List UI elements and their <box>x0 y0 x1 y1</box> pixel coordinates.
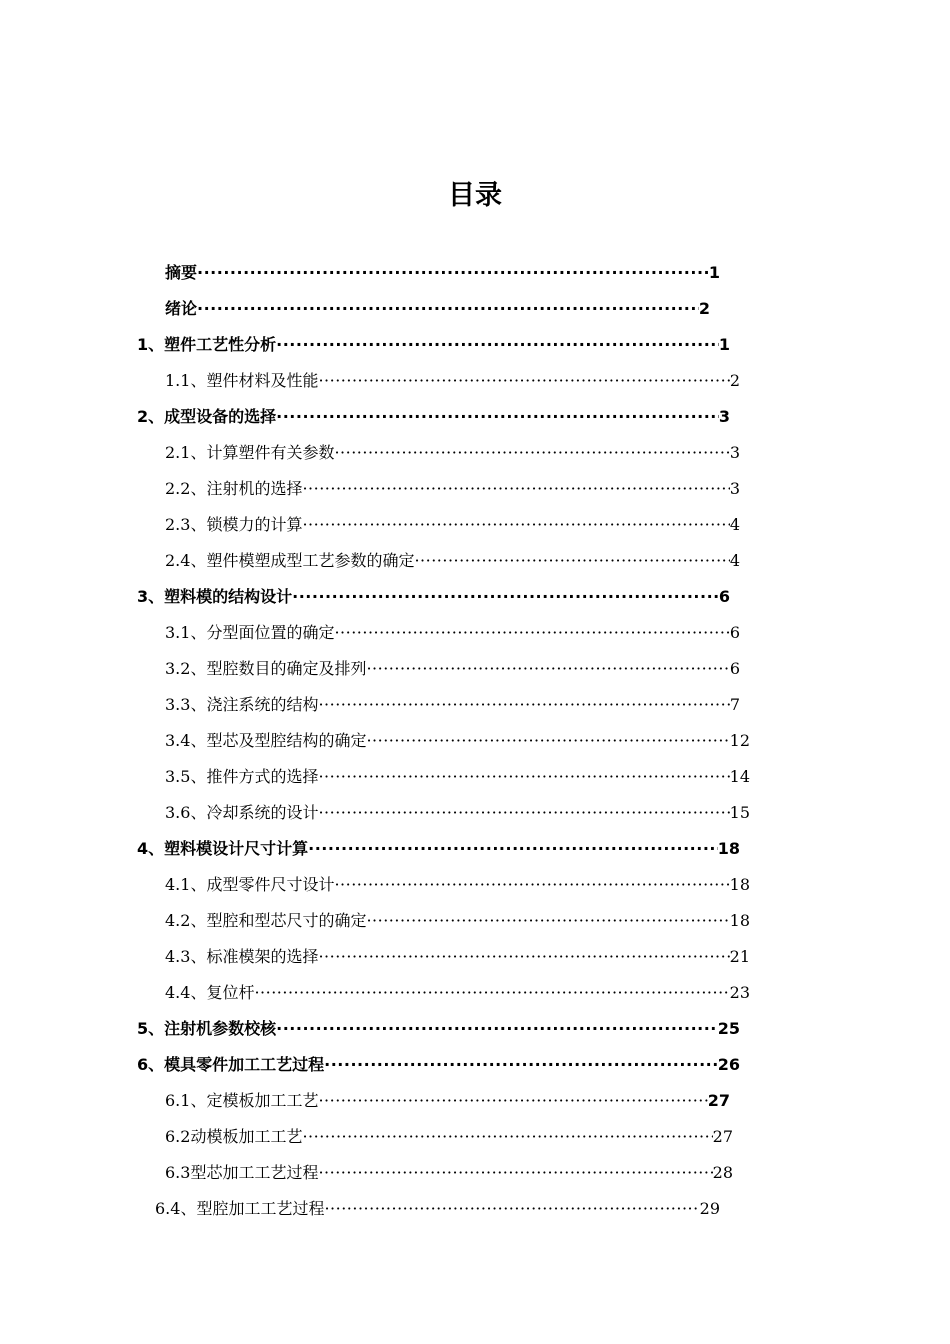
toc-dot-leader <box>324 1196 699 1222</box>
toc-entry-section-3-3[interactable] <box>165 692 740 718</box>
toc-dot-leader <box>302 512 729 538</box>
toc-entry-label: 3.4、型芯及型腔结构的确定 <box>165 731 367 750</box>
toc-entry-label: 1.1、塑件材料及性能 <box>165 371 319 390</box>
toc-entry-section-3[interactable] <box>137 584 730 610</box>
toc-entry-section-4-4[interactable] <box>165 980 750 1006</box>
toc-entry-label: 2、成型设备的选择 <box>137 407 277 426</box>
toc-dot-leader <box>276 1016 718 1042</box>
toc-page-number: 1 <box>718 335 730 354</box>
toc-entry-label: 4.3、标准模架的选择 <box>165 947 319 966</box>
page-title: 目录 <box>448 180 502 211</box>
toc-entry-abstract[interactable] <box>165 260 720 286</box>
toc-page-number: 3 <box>729 443 740 462</box>
toc-entry-section-2[interactable] <box>137 404 730 430</box>
toc-dot-leader <box>308 836 718 862</box>
toc-entry-section-4[interactable] <box>137 836 740 862</box>
toc-dot-leader <box>197 296 699 322</box>
toc-entry-label: 4.4、复位杆 <box>165 983 255 1002</box>
toc-page-number: 29 <box>699 1199 720 1218</box>
toc-dot-leader <box>334 440 729 466</box>
toc-entry-label: 2.3、锁模力的计算 <box>165 515 303 534</box>
toc-entry-section-4-3[interactable] <box>165 944 750 970</box>
toc-dot-leader <box>197 260 709 286</box>
toc-page-number: 18 <box>729 875 750 894</box>
toc-dot-leader <box>318 944 729 970</box>
toc-entry-label: 1、塑件工艺性分析 <box>137 335 277 354</box>
toc-entry-label: 5、注射机参数校核 <box>137 1019 277 1038</box>
toc-dot-leader <box>318 692 729 718</box>
toc-page-number: 25 <box>717 1019 740 1038</box>
toc-entry-label: 3.2、型腔数目的确定及排列 <box>165 659 367 678</box>
toc-entry-label: 3.1、分型面位置的确定 <box>165 623 335 642</box>
toc-entry-section-3-5[interactable] <box>165 764 750 790</box>
toc-page-number: 18 <box>729 911 750 930</box>
toc-entry-section-4-2[interactable] <box>165 908 750 934</box>
toc-entry-section-6[interactable] <box>137 1052 740 1078</box>
toc-page-number: 23 <box>729 983 750 1002</box>
toc-page-number: 6 <box>729 659 740 678</box>
toc-page-number: 15 <box>729 803 750 822</box>
toc-dot-leader <box>324 1052 718 1078</box>
toc-dot-leader <box>366 656 729 682</box>
toc-page-number: 4 <box>729 515 740 534</box>
toc-entry-section-3-2[interactable] <box>165 656 740 682</box>
toc-dot-leader <box>366 728 729 754</box>
toc-page-number: 27 <box>707 1091 730 1110</box>
toc-entry-label: 6.2动模板加工工艺 <box>165 1127 303 1146</box>
toc-entry-section-6-1[interactable] <box>165 1088 730 1114</box>
toc-entry-label: 4.1、成型零件尺寸设计 <box>165 875 335 894</box>
toc-page-number: 26 <box>717 1055 740 1074</box>
toc-entry-label: 6.4、型腔加工工艺过程 <box>155 1199 325 1218</box>
toc-entry-introduction[interactable] <box>165 296 710 322</box>
toc-entry-section-6-3[interactable] <box>165 1160 733 1186</box>
toc-page-number: 21 <box>729 947 750 966</box>
toc-entry-label: 4、塑料模设计尺寸计算 <box>137 839 309 858</box>
toc-entry-section-6-2[interactable] <box>165 1124 733 1150</box>
toc-page-number: 1 <box>708 263 720 282</box>
toc-page-number: 7 <box>729 695 740 714</box>
toc-page-number: 27 <box>712 1127 733 1146</box>
toc-dot-leader <box>414 548 729 574</box>
toc-entry-label: 2.1、计算塑件有关参数 <box>165 443 335 462</box>
toc-dot-leader <box>276 404 719 430</box>
toc-entry-label: 3.3、浇注系统的结构 <box>165 695 319 714</box>
toc-dot-leader <box>318 368 729 394</box>
toc-entry-section-6-4[interactable] <box>155 1196 720 1222</box>
toc-dot-leader <box>366 908 729 934</box>
toc-page-number: 6 <box>718 587 730 606</box>
toc-dot-leader <box>318 800 729 826</box>
toc-entry-section-5[interactable] <box>137 1016 740 1042</box>
toc-entry-label: 4.2、型腔和型芯尺寸的确定 <box>165 911 367 930</box>
toc-dot-leader <box>318 1088 707 1114</box>
toc-dot-leader <box>302 476 729 502</box>
toc-entry-label: 绪论 <box>165 299 198 318</box>
toc-entry-label: 3.6、冷却系统的设计 <box>165 803 319 822</box>
toc-entry-label: 6、模具零件加工工艺过程 <box>137 1055 325 1074</box>
toc-dot-leader <box>276 332 719 358</box>
toc-entry-section-3-4[interactable] <box>165 728 750 754</box>
toc-page-number: 3 <box>729 479 740 498</box>
toc-dot-leader <box>318 1160 712 1186</box>
toc-page-number: 4 <box>729 551 740 570</box>
toc-entry-section-1-1[interactable] <box>165 368 740 394</box>
toc-dot-leader <box>254 980 729 1006</box>
toc-dot-leader <box>292 584 719 610</box>
toc-entry-section-1[interactable] <box>137 332 730 358</box>
toc-entry-label: 2.4、塑件模塑成型工艺参数的确定 <box>165 551 415 570</box>
toc-entry-section-2-3[interactable] <box>165 512 740 538</box>
toc-page-number: 6 <box>729 623 740 642</box>
toc-entry-label: 6.3型芯加工工艺过程 <box>165 1163 319 1182</box>
toc-entry-label: 3、塑料模的结构设计 <box>137 587 293 606</box>
toc-dot-leader <box>334 872 729 898</box>
toc-page-number: 2 <box>729 371 740 390</box>
toc-entry-section-3-6[interactable] <box>165 800 750 826</box>
toc-dot-leader <box>318 764 729 790</box>
toc-page-number: 12 <box>729 731 750 750</box>
toc-page-number: 28 <box>712 1163 733 1182</box>
toc-entry-label: 3.5、推件方式的选择 <box>165 767 319 786</box>
toc-entry-section-2-2[interactable] <box>165 476 740 502</box>
toc-entry-section-2-4[interactable] <box>165 548 740 574</box>
toc-page-number: 14 <box>729 767 750 786</box>
toc-page-number: 3 <box>718 407 730 426</box>
toc-entry-label: 摘要 <box>165 263 198 282</box>
toc-entry-section-2-1[interactable] <box>165 440 740 466</box>
toc-page-number: 18 <box>717 839 740 858</box>
toc-dot-leader <box>334 620 729 646</box>
toc-entry-label: 2.2、注射机的选择 <box>165 479 303 498</box>
toc-entry-section-3-1[interactable] <box>165 620 740 646</box>
toc-page-number: 2 <box>698 299 710 318</box>
toc-entry-label: 6.1、定模板加工工艺 <box>165 1091 319 1110</box>
toc-dot-leader <box>302 1124 712 1150</box>
toc-entry-section-4-1[interactable] <box>165 872 750 898</box>
